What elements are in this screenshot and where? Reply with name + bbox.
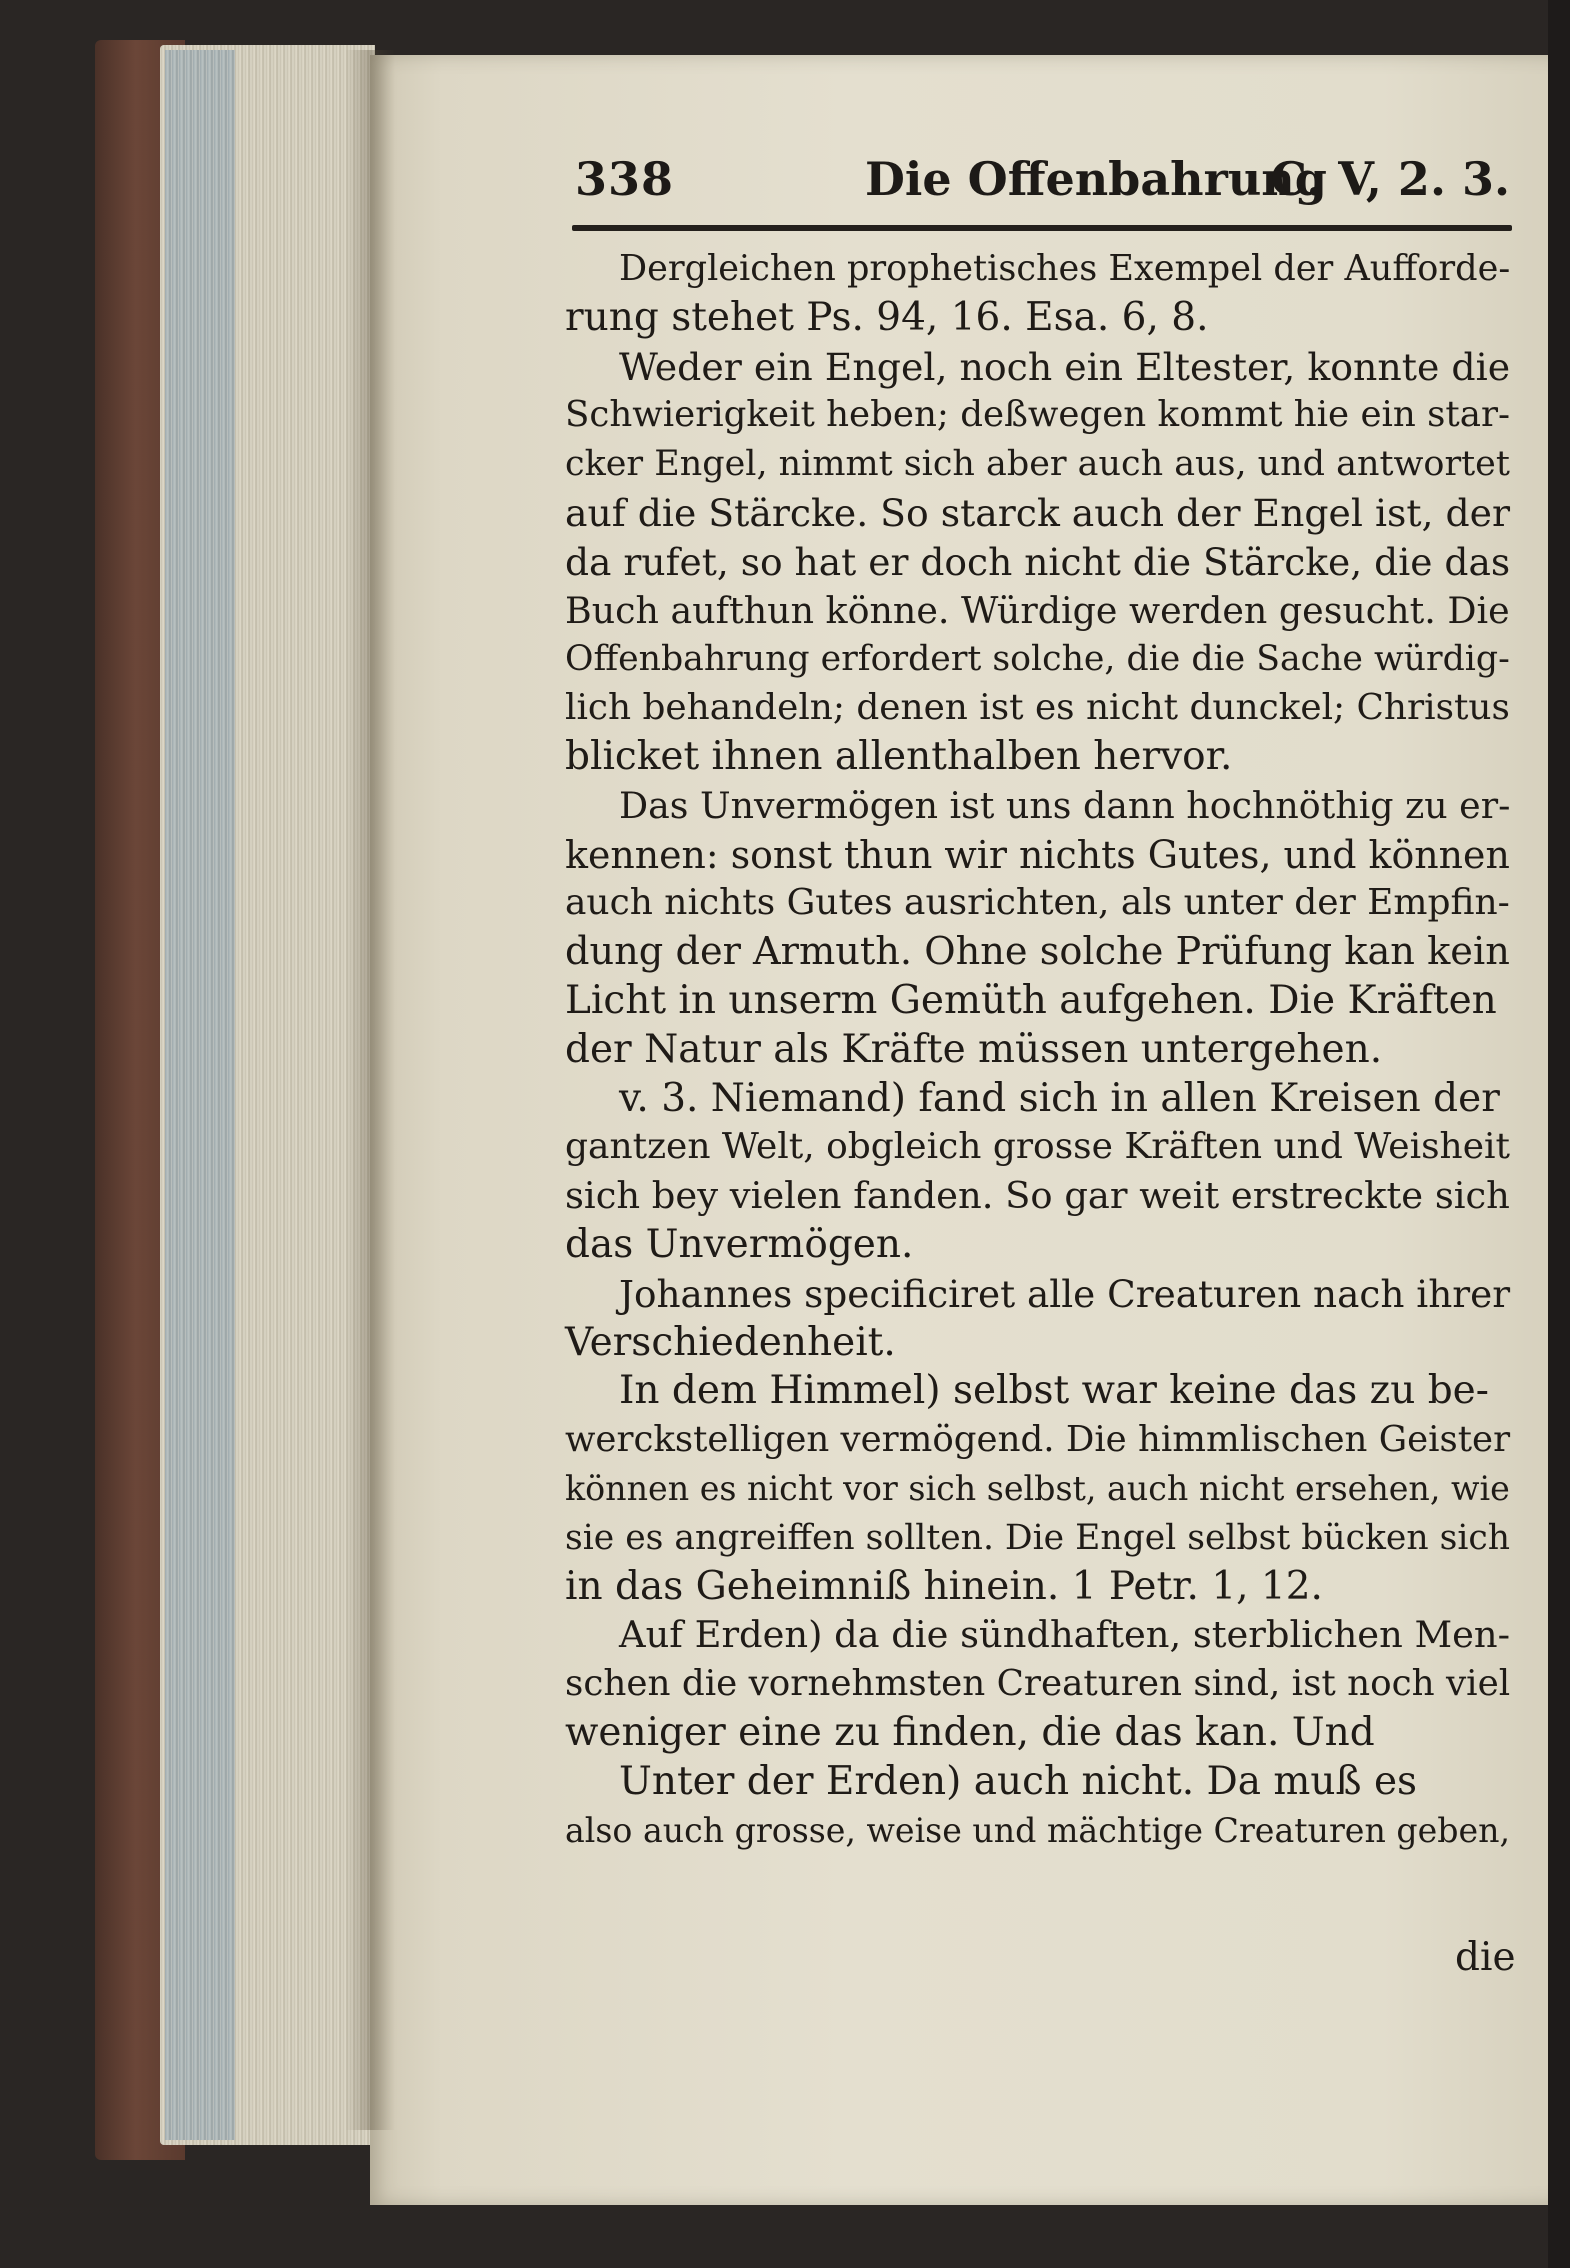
text-line: blicket ihnen allenthalben hervor. — [565, 733, 1233, 779]
text-line: In dem Himmel) selbst war keine das zu be- — [619, 1368, 1489, 1414]
text-line: cker Engel, nimmt sich aber auch aus, und antwortet — [565, 444, 1510, 485]
text-line: sich bey vielen fanden. So gar weit erstreckte sich — [565, 1174, 1510, 1218]
text-line: rung stehet Ps. 94, 16. Esa. 6, 8. — [565, 294, 1209, 340]
text-line: sie es angreiffen sollten. Die Engel selbst bücken sich — [565, 1517, 1511, 1558]
chapter-reference: C. V, 2. 3. — [1270, 152, 1510, 206]
text-line: v. 3. Niemand) fand sich in allen Kreisen der — [619, 1075, 1500, 1121]
text-line: Das Unvermögen ist uns dann hochnöthig zu er- — [619, 783, 1511, 827]
background-edge — [1548, 0, 1570, 2268]
text-line: kennen: sonst thun wir nichts Gutes, und können — [565, 832, 1510, 877]
text-line: da rufet, so hat er doch nicht die Stärcke, die das — [565, 539, 1511, 584]
page-number: 338 — [575, 152, 675, 206]
text-line: der Natur als Kräfte müssen untergehen. — [565, 1026, 1383, 1072]
text-line: das Unvermögen. — [565, 1221, 914, 1267]
text-line: Verschiedenheit. — [565, 1319, 896, 1365]
text-line: auf die Stärcke. So starck auch der Engel ist, der — [565, 490, 1511, 535]
text-line: Dergleichen prophetisches Exempel der Aufforde- — [619, 248, 1511, 289]
body-text — [565, 245, 1515, 1855]
text-line: dung der Armuth. Ohne solche Prüfung kan kein — [565, 929, 1510, 975]
header-rule — [572, 225, 1512, 231]
text-line: Buch aufthun könne. Würdige werden gesucht. Die — [565, 588, 1510, 632]
text-line: Unter der Erden) auch nicht. Da muß es — [619, 1758, 1418, 1804]
text-line: in das Geheimniß hinein. 1 Petr. 1, 12. — [565, 1563, 1323, 1609]
text-line: gantzen Welt, obgleich grosse Kräften und Weisheit — [565, 1126, 1510, 1168]
text-line: Schwierigkeit heben; deßwegen kommt hie ein star- — [565, 394, 1511, 436]
text-line: können es nicht vor sich selbst, auch nicht ersehen, wie — [565, 1468, 1510, 1508]
text-line: also auch grosse, weise und mächtige Creaturen geben, — [565, 1810, 1511, 1850]
text-line: lich behandeln; denen ist es nicht dunckel; Christus — [565, 687, 1510, 729]
text-line: auch nichts Gutes ausrichten, als unter der Empfin- — [565, 882, 1510, 924]
page-edges-tinted — [165, 50, 235, 2140]
text-line: schen die vornehmsten Creaturen sind, ist noch viel — [565, 1663, 1511, 1705]
text-line: Offenbahrung erfordert solche, die die Sache würdig- — [565, 639, 1510, 680]
text-line: Weder ein Engel, noch ein Eltester, konnte die — [619, 344, 1511, 389]
text-line: Auf Erden) da die sündhaften, sterblichen Men- — [619, 1613, 1511, 1657]
text-line: Licht in unserm Gemüth aufgehen. Die Kräften — [565, 977, 1497, 1023]
text-line: werckstelligen vermögend. Die himmlischen Geister — [565, 1419, 1511, 1461]
catchword: die — [1455, 1935, 1516, 1980]
spine-shadow — [345, 50, 395, 2130]
running-title: Die Offenbahrung — [865, 152, 1327, 206]
text-line: Johannes specificiret alle Creaturen nach ihrer — [619, 1271, 1511, 1316]
page-header — [575, 152, 1510, 222]
text-line: weniger eine zu finden, die das kan. Und — [565, 1709, 1375, 1755]
